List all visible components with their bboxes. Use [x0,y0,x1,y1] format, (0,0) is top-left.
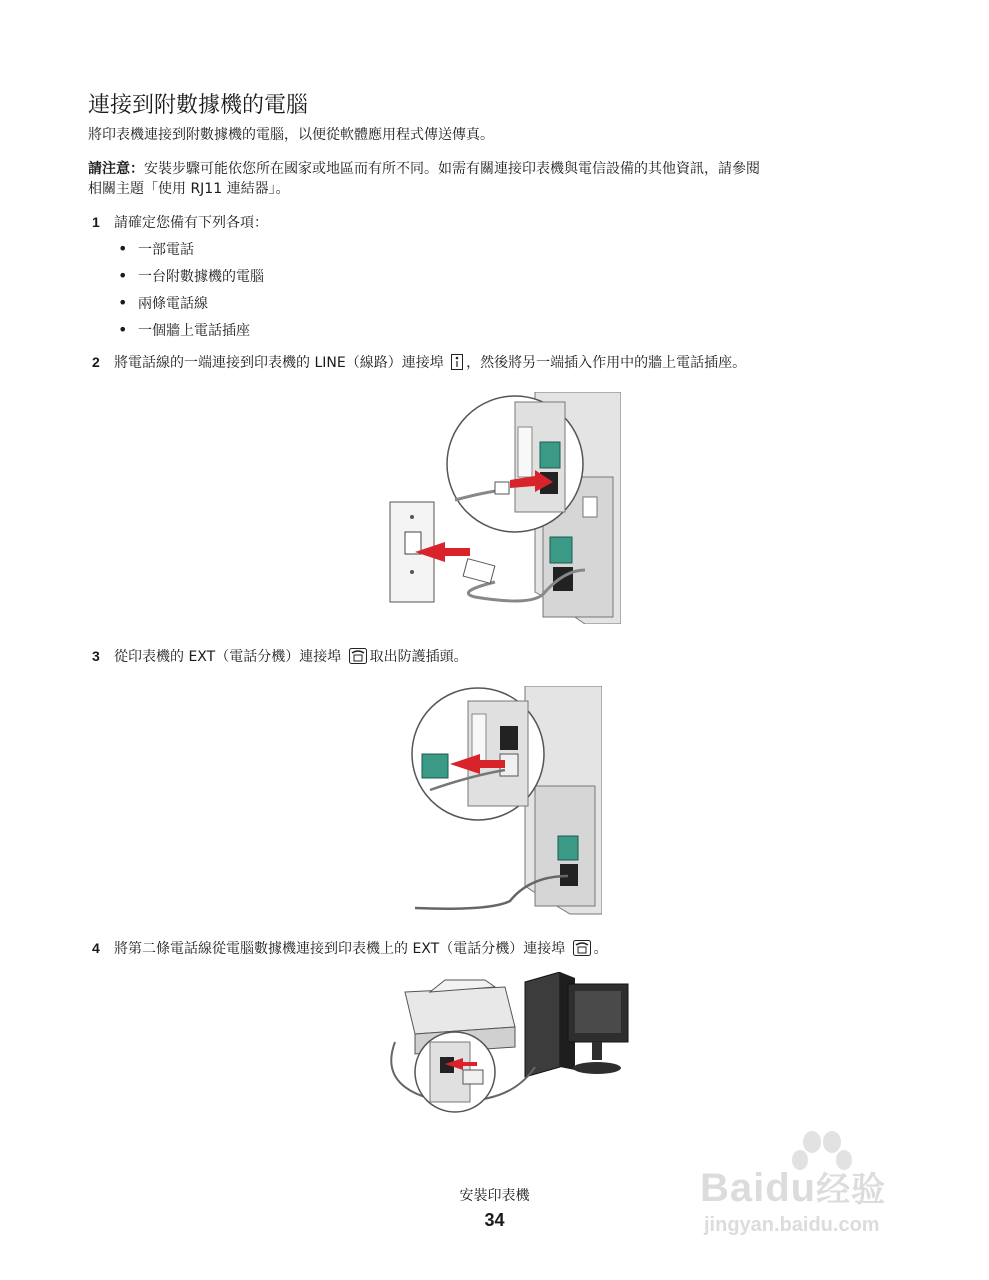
baidu-watermark [700,1128,940,1248]
watermark-brand-right: du [765,1166,817,1210]
step-number: 3 [92,648,100,664]
computer-modem-connection-illustration [385,972,635,1118]
footer-section-label: 安裝印表機 [459,1188,530,1204]
step-text: 請確定您備有下列各項： [114,215,268,231]
remove-protective-plug-illustration [410,686,602,920]
step-text-before: 從印表機的 EXT（電話分機）連接埠 [114,649,342,665]
note-text-line2: 相關主題「使用 RJ11 連結器」。 [88,181,290,197]
list-item: • 兩條電話線 [118,292,264,319]
step-text-before: 將第二條電話線從電腦數據機連接到印表機上的 EXT（電話分機）連接埠 [114,941,566,957]
watermark-url: jingyan.baidu.com [704,1214,880,1236]
step-2 [92,352,746,376]
page-number: 34 [484,1210,505,1230]
step-4 [92,938,608,962]
list-item: • 一部電話 [118,238,264,265]
watermark-suffix: 经验 [816,1171,887,1209]
note-text-line1: 安裝步驟可能依您所在國家或地區而有所不同。如需有關連接印表機與電信設備的其他資訊，請參閱 [144,161,760,177]
watermark-brand-left: Bai [700,1166,766,1210]
step-1 [92,212,268,233]
note-paragraph [88,159,908,199]
step-text-before: 將電話線的一端連接到印表機的 LINE（線路）連接埠 [114,355,444,371]
intro-paragraph: 將印表機連接到附數據機的電腦，以便從軟體應用程式傳送傳真。 [88,127,494,143]
ext-phone-port-icon [349,648,367,670]
step-number: 1 [92,214,100,230]
step-text-after: 。 [593,941,608,957]
wall-jack-connection-illustration [385,392,621,628]
ext-phone-port-icon [573,940,591,962]
step-text-after: 取出防護插頭。 [369,649,468,665]
line-port-icon [451,354,463,376]
step-number: 4 [92,940,100,956]
requirements-list [118,238,264,346]
step-3 [92,646,468,670]
list-item: • 一個牆上電話插座 [118,319,264,346]
note-label: 請注意： [88,161,144,177]
page-title: 連接到附數據機的電腦 [88,93,309,118]
step-number: 2 [92,354,100,370]
step-text-after: ，然後將另一端插入作用中的牆上電話插座。 [466,355,747,371]
list-item: • 一台附數據機的電腦 [118,265,264,292]
